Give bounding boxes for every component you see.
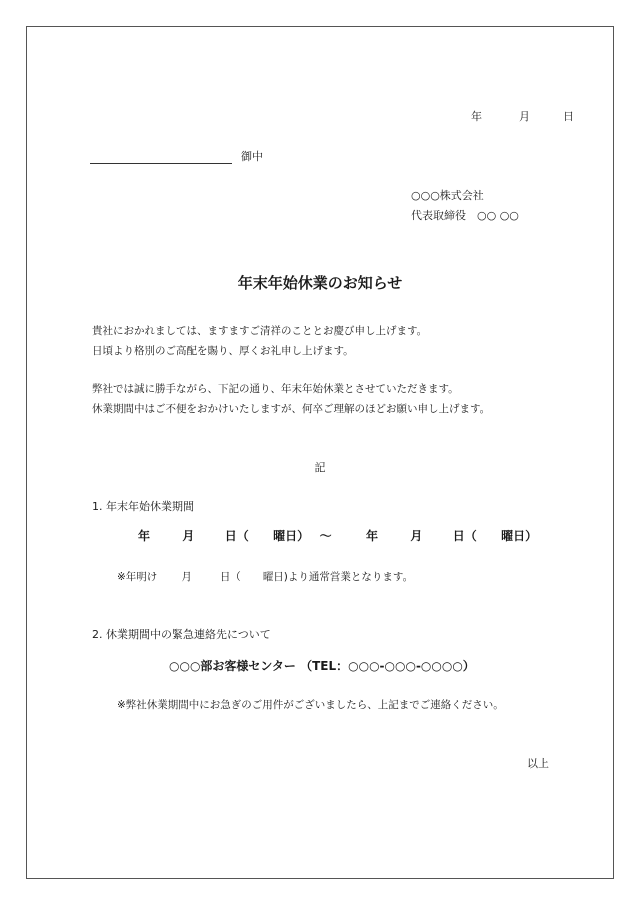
body-line-1: 弊社では誠に勝手ながら、下記の通り、年末年始休業とさせていただきます。 bbox=[92, 383, 459, 395]
period-end-year: 年 bbox=[365, 529, 378, 543]
reopen-suffix: 曜日)より通常営業となります。 bbox=[262, 571, 414, 583]
sender-representative: 代表取締役 ○○ ○○ bbox=[411, 209, 519, 222]
closing-ijo: 以上 bbox=[527, 757, 549, 770]
period-start-month: 月 bbox=[182, 529, 195, 543]
greeting-line-2: 日頃より格別のご高配を賜り、厚くお礼申し上げます。 bbox=[92, 345, 354, 357]
period-end-month: 月 bbox=[410, 529, 423, 543]
recipient-suffix: 御中 bbox=[241, 150, 263, 163]
reopen-note bbox=[117, 569, 413, 584]
period-end-weekday: 曜日） bbox=[501, 529, 538, 543]
period-start-year: 年 bbox=[138, 529, 151, 543]
emergency-contact: ○○○部お客様センター （TEL：○○○-○○○-○○○○） bbox=[169, 659, 475, 673]
date-month: 月 bbox=[519, 110, 530, 123]
period-start-day: 日（ bbox=[224, 529, 249, 543]
recipient-blank-line bbox=[90, 151, 232, 164]
sender-company: ○○○株式会社 bbox=[411, 189, 484, 202]
reopen-prefix: ※年明け bbox=[117, 571, 158, 583]
period-tilde: ～ bbox=[319, 529, 332, 543]
emergency-note: ※弊社休業期間中にお急ぎのご用件がございましたら、上記までご連絡ください。 bbox=[117, 699, 504, 711]
body-line-2: 休業期間中はご不便をおかけいたしますが、何卒ご理解のほどお願い申し上げます。 bbox=[92, 403, 491, 415]
date-day: 日 bbox=[563, 110, 574, 123]
date-year: 年 bbox=[471, 110, 482, 123]
section2-heading: 2. 休業期間中の緊急連絡先について bbox=[92, 628, 271, 641]
period-end-day: 日（ bbox=[452, 529, 477, 543]
document-title: 年末年始休業のお知らせ bbox=[237, 274, 403, 292]
section1-heading: 1. 年末年始休業期間 bbox=[92, 500, 194, 513]
date-line bbox=[471, 108, 574, 124]
greeting-line-1: 貴社におかれましては、ますますご清祥のこととお慶び申し上げます。 bbox=[92, 325, 428, 337]
recipient bbox=[90, 148, 263, 164]
period-start-weekday: 曜日） bbox=[273, 529, 310, 543]
ki-label: 記 bbox=[314, 461, 326, 474]
reopen-month: 月 bbox=[181, 571, 192, 583]
holiday-period bbox=[138, 527, 537, 544]
reopen-day: 日（ bbox=[219, 571, 241, 583]
